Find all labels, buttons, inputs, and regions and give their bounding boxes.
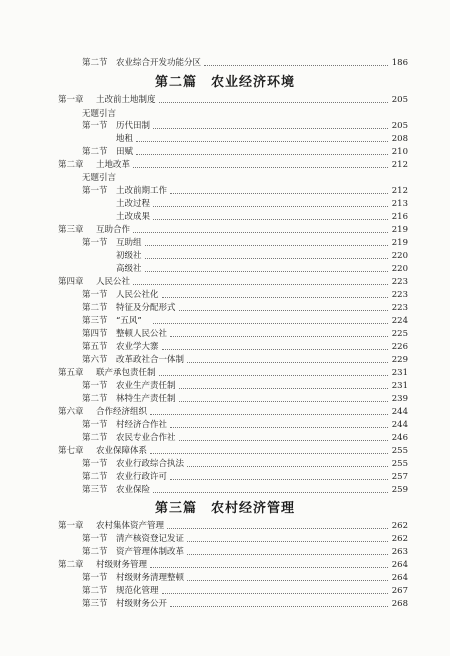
toc-leader-dots <box>170 427 388 428</box>
toc-entry-title: 合作经济组织 <box>96 407 148 417</box>
toc-entry-title: 农业行政许可 <box>116 472 168 482</box>
toc-page-number: 255 <box>391 446 408 456</box>
toc-entry-title: 村级财务管理 <box>96 560 148 570</box>
toc-page-number: 257 <box>391 472 408 482</box>
toc-page-number: 226 <box>391 342 408 352</box>
toc-leader-dots <box>153 219 388 220</box>
toc-page-number: 244 <box>391 420 408 430</box>
toc-section-row <box>0 545 450 559</box>
toc-leader-dots <box>153 206 388 207</box>
toc-page-number: 264 <box>391 560 408 570</box>
toc-page-number: 244 <box>391 407 408 417</box>
toc-entry-title: 特征及分配形式 <box>116 303 176 313</box>
toc-entry-title: 土改成果 <box>116 212 151 222</box>
toc-entry-label: 第一节 <box>82 381 108 391</box>
toc-leader-dots <box>167 528 388 529</box>
toc-entry-label: 第一节 <box>82 573 108 583</box>
toc-leader-dots <box>153 323 388 324</box>
toc-entry-title: 清产核资登记发证 <box>116 534 185 544</box>
toc-page-number: 212 <box>391 160 408 170</box>
toc-entry-label: 第一章 <box>58 95 84 105</box>
toc-entry-title: 整顿人民公社 <box>116 329 168 339</box>
toc-entry-label: 第一节 <box>82 459 108 469</box>
toc-leader-dots <box>187 541 388 542</box>
toc-page-number: 268 <box>391 599 408 609</box>
toc-section-row <box>0 314 450 328</box>
toc-chapter-row <box>0 519 450 533</box>
toc-entry-label: 第二节 <box>82 547 108 557</box>
toc-leader-dots <box>145 258 389 259</box>
toc-entry-label: 第三节 <box>82 599 108 609</box>
toc-entry-title: 农业生产责任制 <box>116 381 176 391</box>
toc-section-row <box>0 56 450 70</box>
toc-entry-title: 村经济合作社 <box>116 420 168 430</box>
toc-entry-label: 第五章 <box>58 368 84 378</box>
toc-leader-dots <box>153 128 388 129</box>
toc-leader-dots <box>170 479 388 480</box>
toc-leader-dots <box>133 284 388 285</box>
toc-leader-dots <box>170 193 388 194</box>
toc-page-number: 262 <box>391 534 408 544</box>
toc-section-row <box>0 584 450 598</box>
toc-entry-label: 第二节 <box>82 147 108 157</box>
toc-chapter-row <box>0 405 450 419</box>
toc-section-row <box>0 262 450 276</box>
toc-chapter-row <box>0 171 450 185</box>
toc-page-number: 186 <box>391 58 408 68</box>
toc-entry-label: 第四章 <box>58 277 84 287</box>
toc-entry-title: 互助组 <box>116 238 142 248</box>
toc-entry-title: 初级社 <box>116 251 142 261</box>
toc-leader-dots <box>204 65 388 66</box>
toc-entry-label: 第一节 <box>82 238 108 248</box>
toc-entry-title: 土改过程 <box>116 199 151 209</box>
toc-leader-dots <box>187 362 388 363</box>
toc-entry-title: 历代田制 <box>116 121 151 131</box>
toc-entry-title: 改革政社合一体制 <box>116 355 185 365</box>
toc-entry-title: 农民专业合作社 <box>116 433 176 443</box>
toc-entry-label: 第一节 <box>82 420 108 430</box>
toc-entry-title: 农业保险 <box>116 485 151 495</box>
toc-entry-title: 资产管理体制改革 <box>116 547 185 557</box>
toc-section-row <box>0 184 450 198</box>
toc-section-row <box>0 379 450 393</box>
toc-leader-dots <box>170 336 388 337</box>
toc-page-number: 231 <box>391 381 408 391</box>
toc-section-row <box>0 392 450 406</box>
toc-leader-dots <box>136 141 388 142</box>
toc-entry-label: 第二节 <box>82 433 108 443</box>
toc-leader-dots <box>179 401 389 402</box>
toc-entry-title: 地租 <box>116 134 134 144</box>
toc-page-number: 263 <box>391 547 408 557</box>
toc-section-row <box>0 418 450 432</box>
toc-entry-title: 联产承包责任制 <box>96 368 156 378</box>
toc-chapter-row <box>0 558 450 572</box>
toc-entry-label: 第三章 <box>58 225 84 235</box>
toc-entry-label: 第二节 <box>82 58 108 68</box>
toc-entry-title: 规范化管理 <box>116 586 159 596</box>
toc-entry-label: 第六节 <box>82 355 108 365</box>
toc-entry-label: 第二节 <box>82 472 108 482</box>
part-heading: 第三篇 农村经济管理 <box>154 501 295 516</box>
toc-entry-label: 第二章 <box>58 160 84 170</box>
toc-entry-label: 第一节 <box>82 290 108 300</box>
toc-entry-label: 第一节 <box>82 534 108 544</box>
toc-entry-label: 第二节 <box>82 394 108 404</box>
toc-leader-dots <box>153 492 388 493</box>
toc-chapter-row <box>0 366 450 380</box>
toc-chapter-row <box>0 93 450 107</box>
toc-chapter-row <box>0 444 450 458</box>
toc-entry-label: 第五节 <box>82 342 108 352</box>
toc-entry-title: 农业综合开发功能分区 <box>116 58 202 68</box>
toc-leader-dots <box>162 593 389 594</box>
toc-section-row <box>0 145 450 159</box>
toc-section-row <box>0 119 450 133</box>
toc-page-number: 212 <box>391 186 408 196</box>
toc-leader-dots <box>150 414 388 415</box>
toc-leader-dots <box>136 154 388 155</box>
toc-entry-title: 林特生产责任制 <box>116 394 176 404</box>
part-heading: 第二篇 农业经济环境 <box>154 75 295 90</box>
toc-leader-dots <box>159 102 389 103</box>
toc-entry-label: 第四节 <box>82 329 108 339</box>
toc-entry-title: 土改前土地制度 <box>96 95 156 105</box>
toc-section-row <box>0 457 450 471</box>
toc-leader-dots <box>187 554 388 555</box>
toc-page-number: 223 <box>391 303 408 313</box>
toc-leader-dots <box>170 606 388 607</box>
toc-page-number: 219 <box>391 238 408 248</box>
toc-page-number: 208 <box>391 134 408 144</box>
toc-leader-dots <box>133 232 388 233</box>
toc-leader-dots <box>159 375 389 376</box>
toc-entry-label: 第三节 <box>82 485 108 495</box>
toc-entry-title: 农村集体资产管理 <box>96 521 165 531</box>
toc-leader-dots <box>187 580 388 581</box>
toc-section-row <box>0 249 450 263</box>
toc-entry-title: 高级社 <box>116 264 142 274</box>
toc-page-number: 220 <box>391 251 408 261</box>
toc-entry-label: 第二节 <box>82 303 108 313</box>
toc-entry-title: 互助合作 <box>96 225 131 235</box>
toc-entry-label: 第二章 <box>58 560 84 570</box>
toc-entry-title: 村级财务清理整顿 <box>116 573 185 583</box>
toc-chapter-row <box>0 223 450 237</box>
toc-section-row <box>0 571 450 585</box>
toc-entry-title: “五风” <box>116 316 142 326</box>
toc-section-row <box>0 353 450 367</box>
toc-section-row <box>0 532 450 546</box>
toc-leader-dots <box>150 567 388 568</box>
toc-leader-dots <box>145 245 389 246</box>
toc-entry-label: 第一章 <box>58 521 84 531</box>
toc-entry-title: 土改前期工作 <box>116 186 168 196</box>
toc-entry-title: 人民公社化 <box>116 290 159 300</box>
toc-page-number: 264 <box>391 573 408 583</box>
toc-page-number: 213 <box>391 199 408 209</box>
toc-entry-label: 第二节 <box>82 586 108 596</box>
toc-page-number: 220 <box>391 264 408 274</box>
toc-section-row <box>0 236 450 250</box>
toc-entry-label: 第一节 <box>82 121 108 131</box>
toc-leader-dots <box>145 271 389 272</box>
toc-page-number: 262 <box>391 521 408 531</box>
toc-page-number: 255 <box>391 459 408 469</box>
toc-page-number: 224 <box>391 316 408 326</box>
toc-entry-title: 村级财务公开 <box>116 599 168 609</box>
toc-leader-dots <box>179 310 389 311</box>
toc-section-row <box>0 431 450 445</box>
toc-page-number: 225 <box>391 329 408 339</box>
toc-section-row <box>0 132 450 146</box>
toc-leader-dots <box>162 349 389 350</box>
toc-entry-label: 第六章 <box>58 407 84 417</box>
toc-page-number: 210 <box>391 147 408 157</box>
toc-page-number: 223 <box>391 277 408 287</box>
toc-page-number: 239 <box>391 394 408 404</box>
toc-page-number: 259 <box>391 485 408 495</box>
toc-chapter-row <box>0 275 450 289</box>
toc-section-row <box>0 288 450 302</box>
toc-page-number: 267 <box>391 586 408 596</box>
toc-leader-dots <box>179 440 389 441</box>
toc-entry-title: 田赋 <box>116 147 134 157</box>
toc-leader-dots <box>133 167 388 168</box>
toc-section-row <box>0 301 450 315</box>
toc-entry-label: 第三节 <box>82 316 108 326</box>
toc-page-number: 205 <box>391 95 408 105</box>
toc-page-number: 223 <box>391 290 408 300</box>
toc-leader-dots <box>179 388 389 389</box>
toc-section-row <box>0 470 450 484</box>
toc-chapter-row <box>0 158 450 172</box>
toc-leader-dots <box>187 466 388 467</box>
toc-section-row <box>0 197 450 211</box>
toc-section-row <box>0 210 450 224</box>
toc-entry-label: 第七章 <box>58 446 84 456</box>
toc-entry-label: 第一节 <box>82 186 108 196</box>
toc-page-number: 229 <box>391 355 408 365</box>
toc-entry-title: 农业保障体系 <box>96 446 148 456</box>
toc-entry-title: 无题引言 <box>82 173 117 183</box>
toc-page-number: 246 <box>391 433 408 443</box>
toc-section-row <box>0 340 450 354</box>
toc-section-row <box>0 327 450 341</box>
toc-entry-title: 农业学大寨 <box>116 342 159 352</box>
toc-section-row <box>0 483 450 497</box>
toc-page-number: 205 <box>391 121 408 131</box>
toc-leader-dots <box>150 453 388 454</box>
toc-entry-title: 农业行政综合执法 <box>116 459 185 469</box>
toc-page-number: 219 <box>391 225 408 235</box>
toc-leader-dots <box>162 297 389 298</box>
toc-entry-title: 人民公社 <box>96 277 131 287</box>
toc-page-number: 216 <box>391 212 408 222</box>
toc-entry-title: 土地改革 <box>96 160 131 170</box>
toc-entry-title: 无题引言 <box>82 109 117 119</box>
toc-page-number: 231 <box>391 368 408 378</box>
toc-section-row <box>0 597 450 611</box>
